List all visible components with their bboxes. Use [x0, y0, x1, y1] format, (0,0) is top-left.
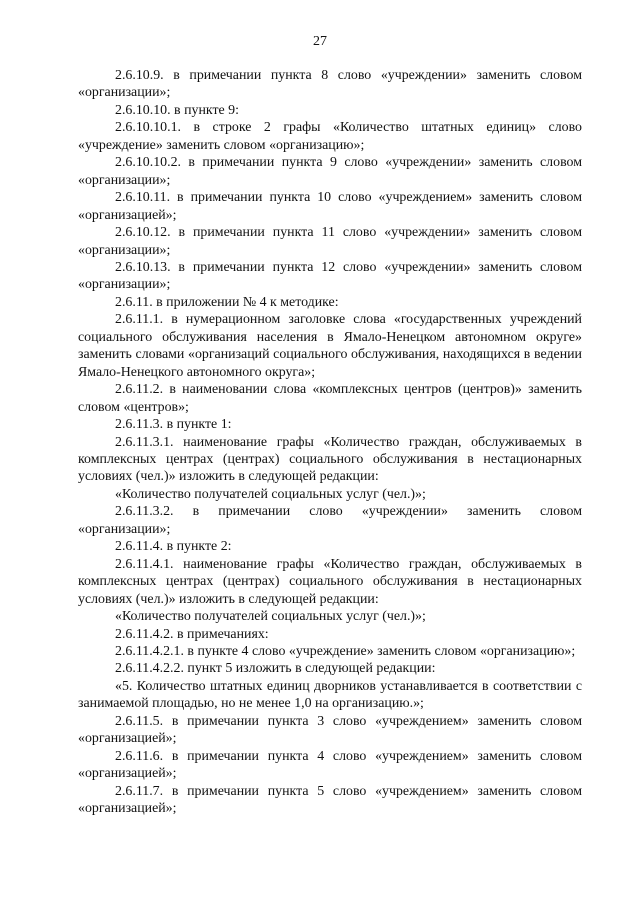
paragraph-2-6-11-3: 2.6.11.3. в пункте 1:: [115, 417, 232, 433]
paragraph-2-6-11-5: 2.6.11.5. в примечании пункта 3 слово «учреждением» заменить словом «организацией»;: [78, 713, 582, 747]
paragraph-2-6-11-3-2: 2.6.11.3.2. в примечании слово «учреждении» заменить словом «организации»;: [78, 504, 582, 537]
paragraph-2-6-11-4-2-1: 2.6.11.4.2.1. в пункте 4 слово «учреждение» заменить словом «организацию»;: [115, 643, 576, 659]
paragraph-2-6-11-4: 2.6.11.4. в пункте 2:: [115, 539, 232, 555]
paragraph-2-6-10-11: 2.6.10.11. в примечании пункта 10 слово «учреждением» заменить словом «организацией»;: [78, 190, 582, 223]
paragraph-2-6-11-1: 2.6.11.1. в нумерационном заголовке слова «государственных учреждений социального обслуживания населения в Ямало-Ненецком автономном округе» заменить словами «организаций социального обслуживания, находящихся в ведении Ямало-Ненецкого автономного округа»;: [78, 312, 582, 380]
paragraph-2-6-11-2: 2.6.11.2. в наименовании слова «комплексных центров (центров)» заменить словом «центров»;: [78, 382, 582, 415]
paragraph-2-6-11-7: 2.6.11.7. в примечании пункта 5 слово «учреждением» заменить словом «организацией»;: [78, 783, 582, 817]
paragraph-quote-item-5: «5. Количество штатных единиц дворников устанавливается в соответствии с занимаемой площадью, но не менее 1,0 на организацию.»;: [78, 678, 582, 712]
paragraph-2-6-11-3-1: 2.6.11.3.1. наименование графы «Количество граждан, обслуживаемых в комплексных центрах (центрах) социального обслуживания в нестационарных условиях (чел.)» изложить в следующей редакции:: [78, 434, 582, 485]
paragraph-2-6-10-10-1: 2.6.10.10.1. в строке 2 графы «Количество штатных единиц» слово «учреждение» заменить словом «организацию»;: [78, 120, 582, 153]
paragraph-2-6-11-4-2: 2.6.11.4.2. в примечаниях:: [115, 626, 269, 642]
page-number: 27: [313, 34, 327, 49]
paragraph-2-6-11-4-1: 2.6.11.4.1. наименование графы «Количество граждан, обслуживаемых в комплексных центрах (центрах) социального обслуживания в нестационарных условиях (чел.)» изложить в следующей редакции:: [78, 556, 582, 607]
paragraph-2-6-10-10-2: 2.6.10.10.2. в примечании пункта 9 слово «учреждении» заменить словом «организации»;: [78, 155, 582, 188]
paragraph-quote-recipients-1: «Количество получателей социальных услуг (чел.)»;: [115, 486, 426, 502]
paragraph-2-6-11-6: 2.6.11.6. в примечании пункта 4 слово «учреждением» заменить словом «организацией»;: [78, 748, 582, 782]
paragraph-2-6-10-12: 2.6.10.12. в примечании пункта 11 слово «учреждении» заменить словом «организации»;: [78, 225, 582, 258]
paragraph-2-6-10-10: 2.6.10.10. в пункте 9:: [115, 102, 239, 118]
paragraph-2-6-11-4-2-2: 2.6.11.4.2.2. пункт 5 изложить в следующей редакции:: [115, 661, 436, 677]
paragraph-2-6-11: 2.6.11. в приложении № 4 к методике:: [115, 294, 339, 310]
paragraph-quote-recipients-2: «Количество получателей социальных услуг (чел.)»;: [115, 609, 426, 625]
document-body: [78, 67, 582, 817]
paragraph-2-6-10-13: 2.6.10.13. в примечании пункта 12 слово «учреждении» заменить словом «организации»;: [78, 259, 582, 293]
paragraph-2-6-10-9: 2.6.10.9. в примечании пункта 8 слово «учреждении» заменить словом «организации»;: [78, 68, 582, 101]
